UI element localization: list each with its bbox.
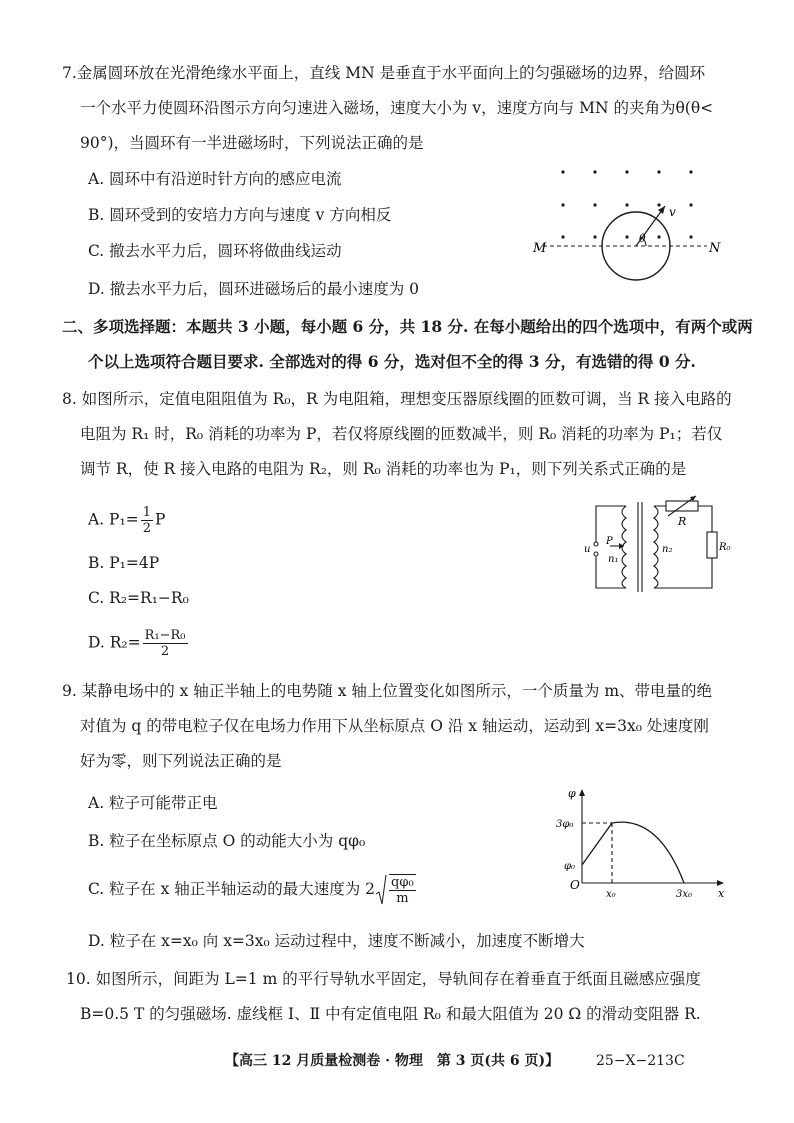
primary-coil bbox=[622, 506, 626, 588]
label-theta: θ bbox=[639, 232, 646, 245]
q7-figure bbox=[525, 160, 725, 290]
q8-stem-line2: 电阻为 R₁ 时，R₀ 消耗的功率为 P，若仅将原线圈的匝数减半，则 R₀ 消耗的功率为 P₁；若仅 bbox=[80, 425, 723, 443]
label-r0: R₀ bbox=[719, 542, 731, 553]
label-u: u bbox=[584, 544, 591, 555]
q7-stem-line2: 一个水平力使圆环沿图示方向匀速进入磁场，速度大小为 v，速度方向与 MN 的夹角为θ(θ< bbox=[80, 99, 714, 117]
q9-option-c-fraction bbox=[389, 874, 416, 906]
q10-stem-line2: B=0.5 T 的匀强磁场. 虚线框 Ⅰ、Ⅱ 中有定值电阻 R₀ 和最大阻值为 20 Ω 的滑动变阻器 R. bbox=[80, 1005, 701, 1023]
q8-option-b: B. P₁=4P bbox=[88, 554, 160, 572]
q8-option-a-prefix: A. P₁= bbox=[88, 510, 139, 529]
q8-option-d-fraction bbox=[143, 628, 188, 659]
q8-circuit-figure bbox=[582, 492, 732, 604]
q9-option-c bbox=[88, 874, 418, 906]
axis-label-x: x bbox=[718, 887, 725, 900]
q8-option-c: C. R₂=R₁−R₀ bbox=[88, 589, 189, 607]
fixed-resistor-r0 bbox=[707, 532, 717, 558]
q7-stem-line1: 7.金属圆环放在光滑绝缘水平面上，直线 MN 是垂直于水平面向上的匀强磁场的边界，给圆环 bbox=[62, 64, 706, 82]
potential-curve bbox=[582, 822, 684, 883]
q9-stem-line3: 好为零，则下列说法正确的是 bbox=[80, 752, 282, 770]
label-n2: n₂ bbox=[662, 544, 673, 555]
q7-stem-line3: 90°)，当圆环有一半进磁场时，下列说法正确的是 bbox=[80, 134, 424, 152]
velocity-arrowhead bbox=[658, 206, 665, 214]
q8-option-d bbox=[88, 628, 190, 659]
label-m: M bbox=[533, 241, 547, 256]
q8-stem-line3: 调节 R，使 R 接入电路的电阻为 R₂，则 R₀ 消耗的功率也为 P₁，则下列关系式正确的是 bbox=[80, 460, 687, 478]
q9-option-c-numerator: qφ₀ bbox=[391, 875, 414, 890]
q9-stem-line1: 9. 某静电场中的 x 轴正半轴上的电势随 x 轴上位置变化如图所示，一个质量为 m、带电量的绝 bbox=[62, 682, 713, 700]
tick-label-3phi0: 3φ₀ bbox=[556, 819, 574, 830]
origin-label-o: O bbox=[570, 878, 580, 892]
footer-title: 【高三 12 月质量检测卷 · 物理 第 3 页(共 6 页)】 bbox=[225, 1053, 560, 1069]
q8-option-a-denominator: 2 bbox=[142, 521, 151, 536]
q10-stem-line1: 10. 如图所示，间距为 L=1 m 的平行导轨水平固定，导轨间存在着垂直于纸面且磁感应强度 bbox=[66, 970, 701, 988]
q8-option-a-fraction bbox=[141, 505, 153, 536]
q9-option-a: A. 粒子可能带正电 bbox=[88, 794, 218, 812]
phi-axis-arrowhead bbox=[579, 789, 585, 796]
q9-potential-graph bbox=[548, 785, 733, 903]
section2-header-line2: 个以上选项符合题目要求. 全部选对的得 6 分，选对但不全的得 3 分，有选错的得 0 分. bbox=[88, 352, 696, 371]
q8-option-d-numerator: R₁−R₀ bbox=[144, 628, 186, 643]
q9-option-c-denominator: m bbox=[396, 891, 409, 906]
q9-option-c-text: C. 粒子在 x 轴正半轴运动的最大速度为 2 bbox=[88, 880, 376, 898]
q9-option-b: B. 粒子在坐标原点 O 的动能大小为 qφ₀ bbox=[88, 832, 366, 850]
q8-option-a bbox=[88, 505, 165, 536]
section2-header-line1: 二、多项选择题：本题共 3 小题，每小题 6 分，共 18 分. 在每小题给出的四个选项中，有两个或两 bbox=[62, 317, 753, 336]
q9-stem-line2: 对值为 q 的带电粒子仅在电场力作用下从坐标原点 O 沿 x 轴运动，运动到 x=3x₀ 处速度刚 bbox=[80, 717, 709, 735]
label-r: R bbox=[678, 515, 687, 528]
q7-option-d: D. 撤去水平力后，圆环进磁场后的最小速度为 0 bbox=[88, 280, 420, 298]
sqrt-sign-icon bbox=[375, 874, 387, 906]
label-v: v bbox=[669, 205, 676, 219]
q8-option-a-numerator: 1 bbox=[142, 505, 151, 520]
tick-label-x0: x₀ bbox=[606, 889, 616, 900]
q8-option-a-suffix: P bbox=[154, 510, 166, 529]
label-p: P bbox=[606, 536, 613, 547]
q7-option-b: B. 圆环受到的安培力方向与速度 v 方向相反 bbox=[88, 206, 392, 224]
tick-label-phi0: φ₀ bbox=[564, 861, 576, 872]
ac-source-terminal-top bbox=[594, 542, 598, 546]
ac-source-terminal-bottom bbox=[594, 552, 598, 556]
label-n: N bbox=[709, 241, 721, 256]
q7-option-a: A. 圆环中有沿逆时针方向的感应电流 bbox=[88, 170, 342, 188]
footer-code: 25−X−213C bbox=[596, 1053, 685, 1069]
secondary-coil bbox=[654, 506, 658, 588]
q8-stem-line1: 8. 如图所示，定值电阻阻值为 R₀，R 为电阻箱，理想变压器原线圈的匝数可调，当 R 接入电路的 bbox=[62, 390, 732, 408]
x-axis-arrowhead bbox=[717, 880, 724, 886]
q8-option-d-prefix: D. R₂= bbox=[88, 633, 141, 652]
label-n1: n₁ bbox=[608, 554, 619, 565]
q8-option-d-denominator: 2 bbox=[160, 644, 170, 659]
axis-label-phi: φ bbox=[568, 787, 576, 800]
tick-label-3x0: 3x₀ bbox=[676, 889, 693, 900]
q7-option-c: C. 撤去水平力后，圆环将做曲线运动 bbox=[88, 242, 342, 260]
q9-option-d: D. 粒子在 x=x₀ 向 x=3x₀ 运动过程中，速度不断减小，加速度不断增大 bbox=[88, 932, 585, 950]
